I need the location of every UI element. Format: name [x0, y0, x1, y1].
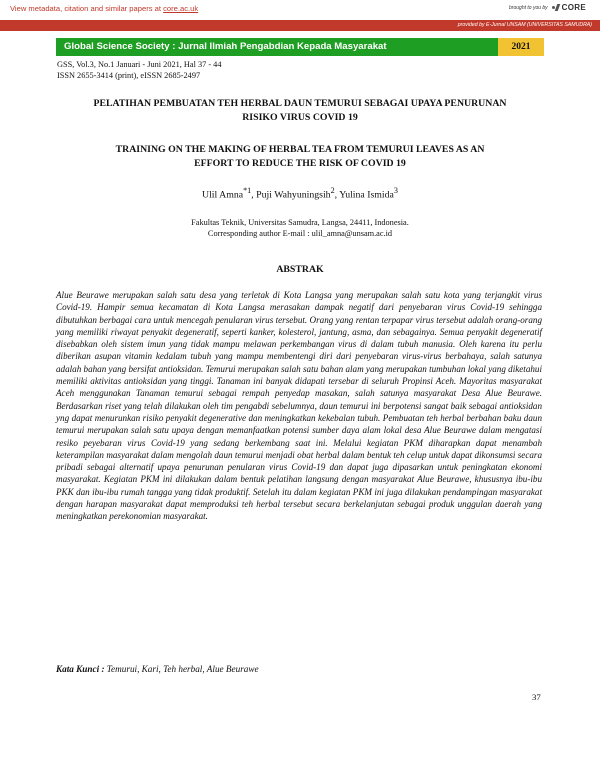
brought-by-text: brought to you by: [509, 4, 548, 11]
keywords-label: Kata Kunci :: [56, 664, 105, 674]
title-en-line-2: EFFORT TO REDUCE THE RISK OF COVID 19: [194, 158, 406, 169]
author-marker: 2: [330, 186, 335, 195]
journal-header: [56, 38, 544, 56]
core-view-link[interactable]: [10, 4, 198, 13]
author-name: Ulil Amna: [202, 189, 244, 201]
paper-title-english: [56, 143, 544, 171]
title-id-line-2: RISIKO VIRUS COVID 19: [242, 112, 358, 123]
core-view-text: View metadata, citation and similar papers at: [10, 4, 164, 13]
title-id-line-1: PELATIHAN PEMBUATAN TEH HERBAL DAUN TEMURUI SEBAGAI UPAYA PENURUNAN: [93, 98, 507, 109]
author-list: Ulil Amna$^{*1}$, Puji Wahyuningsih$^2$, Yulina Ismida$^3$: [202, 186, 398, 201]
paper-title-indonesian: [56, 97, 544, 125]
abstract-body: Alue Beurawe merupakan salah satu desa yang terletak di Kota Langsa yang merupakan salah satu kota yang terjangkit virus Covid-19. Hampir semua kecamatan di Kota Langsa merasakan dampak negatif dari penyebaran virus Covid-19 sehingga dibutuhkan berbagai cara untuk mencegah penularan virus tersebut. Orang yang rentan terpapar virus tersebut adalah orang-orang yang memiliki riwayat penyakit degeneratif, seperti kanker, kolesterol, jantung, asma, dan sebagainya. Semua penyakit degeneratif disebabkan oleh sistem imun yang tidak mampu melawan perkembangan virus di dalam tubuh manusia. Oleh karena itu perlu diberikan asupan vitamin kedalam tubuh yang mampu membentengi diri dari penyebaran virus-virus berbahaya, salah satunya adalah bahan yang bersifat antioksidan. Temurui merupakan salah satu bahan alam yang merupakan tumbuhan lokal yang diketahui memiliki aktivitas antioksidan yang tinggi. Tanaman ini banyak didapati tersebar di seluruh Propinsi Aceh. Mayoritas masyarakat Aceh menggunakan Tanaman temurui sebagai rempah penyedap masakan, salah satunya masyarakat Desa Alue Beurawe. Berdasarkan riset yang telah dilakukan oleh tim pengabdi sebelumnya, daun temurui ini berpotensi sangat baik sebagai antioksidan yng dapat menurunkan risiko penyakit degenerative dan meningkatkan kekebalan tubuh. Pembuatan teh herbal berbahan baku daun temurui merupakan salah satu upaya dengan memanfaatkan potensi sumber daya alam lokal desa Alue Beurawe dalam mengatasi resiko peyebaran virus Covid-19 yang sedang berkembang saat ini. Melalui kegiatan PKM diharapkan dapat menambah keterampilan masyarakat dalam mengolah daun temurui menjadi obat herbal dalam bentuk teh celup untuk dapat dikonsumsi secara pribadi sebagai alternatif upaya penurunan penularan virus Covid-19 dan dapat juga dipasarkan untuk peningkatan ekonomi masyarakat. Kegiatan PKM ini dilakukan dalam bentuk pelatihan langsung dengan masyarakat Alue Beurawe, khususnya ibu-ibu PKK dan ibu-ibu rumah tangga yang tidak produktif. Setelah itu dalam kegiatan PKM ini juga dilakukan pendampingan masyarakat dengan harapan masyarakat dapat memproduksi teh herbal tersebut secara berkelanjutan sebagai produk unggulan daerah yang meningkatkan perekonomian masyarakat.: [56, 290, 542, 522]
core-logo-icon: [552, 4, 560, 12]
core-logo-text: CORE: [561, 3, 586, 12]
abstract-heading: ABSTRAK: [276, 264, 324, 275]
provided-by-bar: [0, 20, 600, 31]
core-link-text[interactable]: core.ac.uk: [163, 4, 199, 13]
volume-line: GSS, Vol.3, No.1 Januari - Juni 2021, Hal 37 - 44: [57, 60, 222, 69]
provided-by-text[interactable]: provided by E-Jurnal UNSAM (UNIVERSITAS SAMUDRA): [457, 22, 592, 28]
affiliation-block: [56, 217, 544, 239]
keywords-line: [56, 664, 259, 674]
core-brand[interactable]: [509, 3, 586, 12]
page-number: 37: [532, 692, 541, 702]
corresponding-author: Corresponding author E-mail : ulil_amna@unsam.ac.id: [207, 229, 393, 238]
core-banner: [0, 0, 600, 20]
journal-year: 2021: [498, 38, 544, 56]
author-marker: *1: [243, 186, 252, 195]
title-en-line-1: TRAINING ON THE MAKING OF HERBAL TEA FROM TEMURUI LEAVES AS AN: [115, 144, 485, 155]
author-marker: 3: [393, 186, 398, 195]
journal-meta: [57, 59, 221, 81]
keywords-value: Temurui, Kari, Teh herbal, Alue Beurawe: [106, 664, 259, 674]
author-name: Yulina Ismida: [339, 189, 394, 201]
affiliation: Fakultas Teknik, Universitas Samudra, Langsa, 24411, Indonesia.: [191, 218, 409, 227]
journal-name: Global Science Society : Jurnal Ilmiah Pengabdian Kepada Masyarakat: [56, 38, 498, 56]
author-name: Puji Wahyuningsih: [256, 189, 331, 201]
issn-line: ISSN 2655-3414 (print), eISSN 2685-2497: [57, 71, 201, 80]
